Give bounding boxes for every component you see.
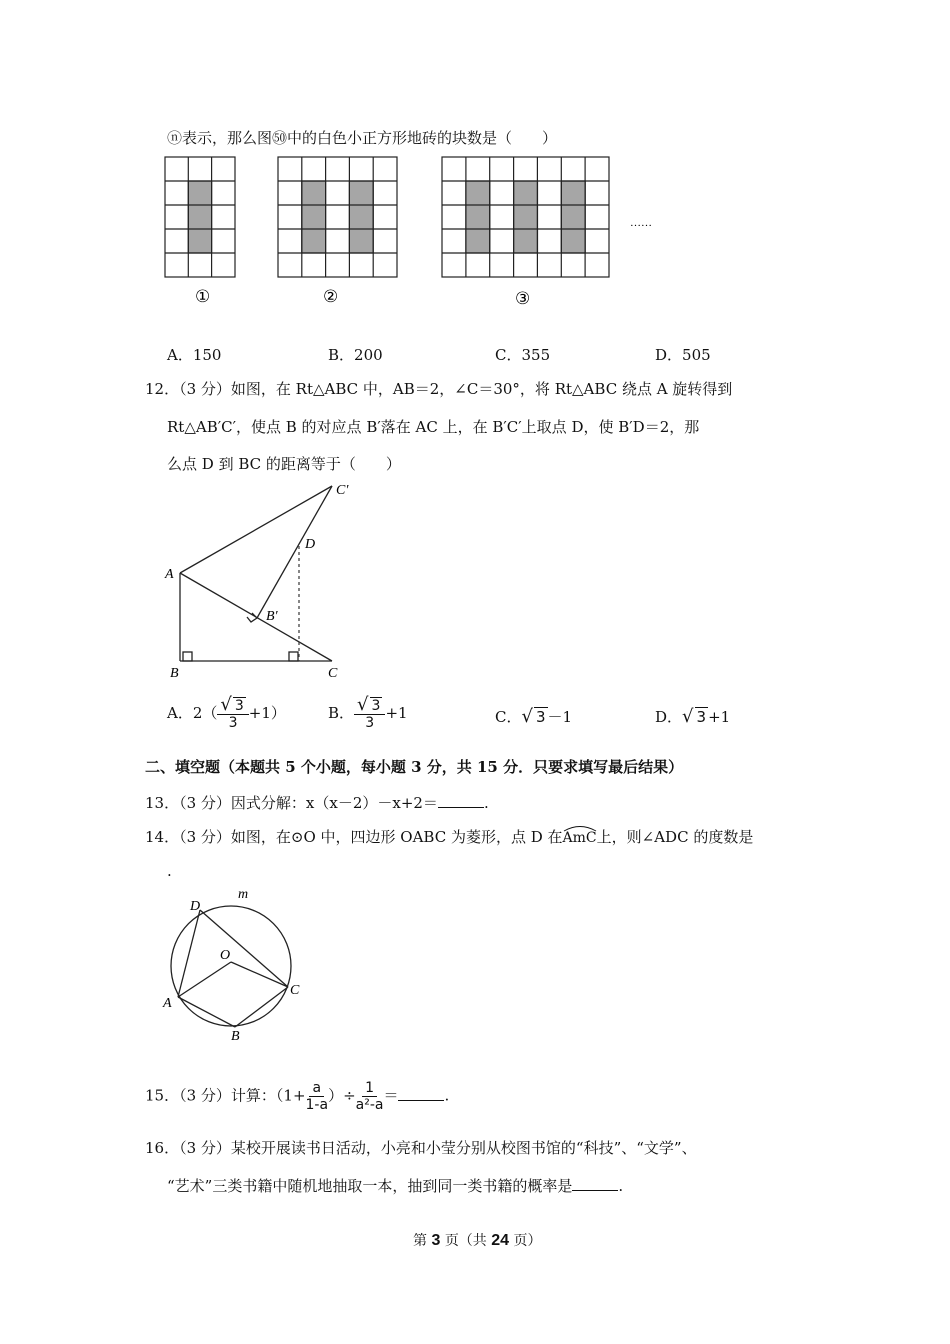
label-C: C	[328, 666, 338, 681]
label-O: O	[220, 948, 231, 963]
q11-option-c: C．355	[495, 346, 551, 364]
tile-grid-3	[442, 157, 609, 277]
q16-blank	[572, 1178, 618, 1191]
fig-label-2: ②	[323, 287, 339, 306]
q13: 13．（3 分）因式分解：x（x－2）－x+2＝ .	[145, 794, 489, 812]
label-A: A	[163, 996, 172, 1011]
q15: 15．（3 分）计算：（1+ $\frac{a}{1-a}$ ）÷ $\frac{1}{\text{a²-a}}$ ＝ .	[145, 1080, 450, 1113]
arc-AmC: AmC	[563, 824, 597, 846]
q15-blank	[398, 1088, 444, 1101]
q16-line-1: 16．（3 分）某校开展读书日活动，小亮和小莹分别从校图书馆的“科技”、“文学”、	[145, 1139, 697, 1157]
tile-grid-1	[165, 157, 235, 277]
q13-blank	[438, 795, 484, 808]
q11-intro: ⓝ表示，那么图㊿中的白色小正方形地砖的块数是（ ）	[167, 129, 558, 147]
q12-line-1: 12．（3 分）如图，在 Rt△ABC 中，AB＝2，∠C＝30°，将 Rt△ABC 绕点 A 旋转得到	[145, 380, 733, 398]
q12-line-2: Rt△AB′C′，使点 B 的对应点 B′落在 AC 上，在 B′C′上取点 D，使 B′D＝2，那	[167, 418, 700, 436]
label-C: C	[290, 983, 300, 998]
label-B: B	[170, 666, 179, 681]
q14-line-1: 14．（3 分）如图，在⊙O 中，四边形 OABC 为菱形，点 D 在 AmC上，则∠ADC 的度数是	[145, 824, 753, 847]
q12-triangle-figure	[160, 480, 360, 685]
section-2-heading: 二、填空题（本题共 5 个小题，每小题 3 分，共 15 分．只要求填写最后结果）	[145, 758, 684, 776]
page-footer: 第 3 页（共 24 页）	[413, 1232, 542, 1249]
q11-option-b: B．200	[328, 346, 383, 364]
q11-option-d: D．505	[655, 346, 711, 364]
q12-option-b: B． $\frac{√ 3}{3}$ +1	[328, 694, 408, 731]
q14-line-2: .	[167, 862, 172, 880]
fig-label-1: ①	[195, 287, 211, 306]
q12-option-d: D．√ 3 +1	[655, 706, 731, 727]
q11-option-a: A．150	[167, 346, 222, 364]
q16-line-2: “艺术”三类书籍中随机地抽取一本，抽到同一类书籍的概率是 .	[167, 1177, 624, 1195]
label-D: D	[305, 537, 316, 552]
page-number: 3	[431, 1232, 441, 1249]
q11-tile-figure	[160, 152, 680, 312]
q12-option-a: A．2（ $\frac{√ 3}{3}$ +1）	[167, 694, 286, 731]
ellipsis: ……	[630, 217, 652, 229]
label-C-prime: C′	[336, 483, 349, 498]
page-total: 24	[491, 1232, 510, 1249]
label-m: m	[238, 887, 249, 902]
tile-grid-2	[278, 157, 397, 277]
label-B-prime: B′	[266, 609, 278, 624]
label-B: B	[231, 1029, 240, 1044]
fig-label-3: ③	[515, 289, 531, 308]
q12-option-c: C．√ 3 －1	[495, 706, 573, 727]
q14-circle-figure	[158, 882, 338, 1052]
label-D: D	[190, 899, 201, 914]
label-A: A	[165, 567, 174, 582]
q12-line-3: 么点 D 到 BC 的距离等于（ ）	[167, 455, 401, 473]
